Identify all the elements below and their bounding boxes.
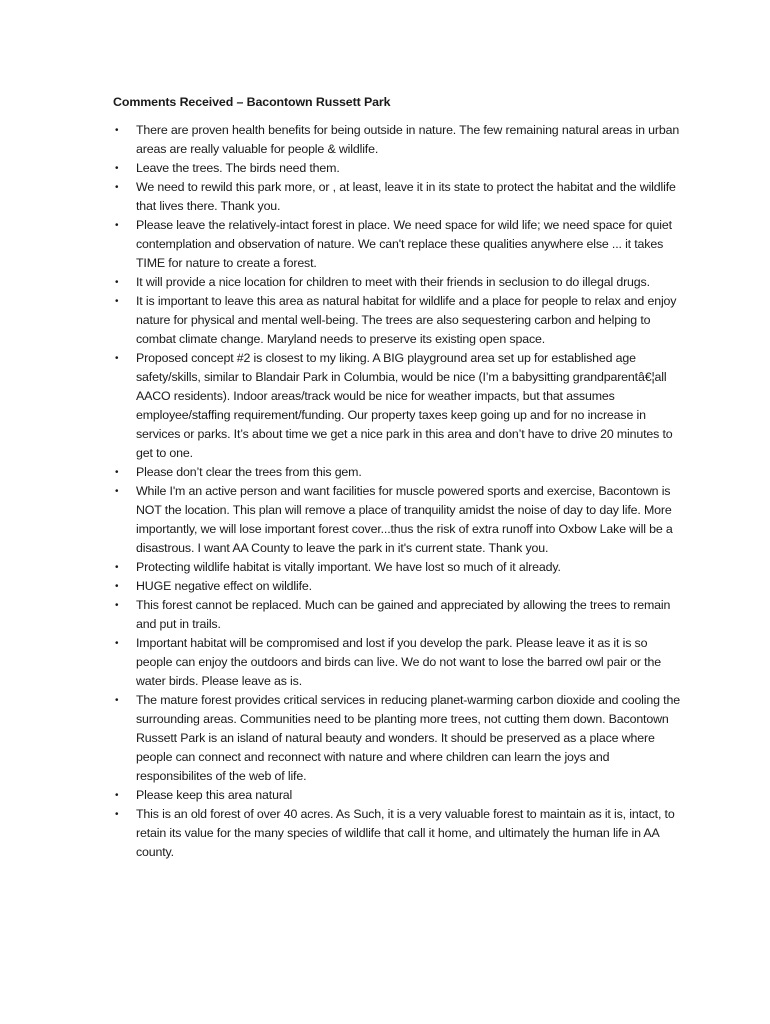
comment-text: It is important to leave this area as natural habitat for wildlife and a place for people to relax and enjoy nature for physical and mental well-being. The trees are also sequestering carbon and helping to combat climate change. Maryland needs to preserve its existing open space. [136, 294, 677, 346]
bullet-icon: • [115, 182, 119, 193]
bullet-icon: • [115, 163, 119, 174]
comment-text: It will provide a nice location for children to meet with their friends in seclusion to do illegal drugs. [136, 275, 650, 289]
comment-item [113, 178, 683, 216]
bullet-icon: • [115, 638, 119, 649]
comment-text: This is an old forest of over 40 acres. As Such, it is a very valuable forest to maintain as it is, intact, to retain its value for the many species of wildlife that call it home, and ultimately the human life in AA county. [136, 807, 675, 859]
comment-item [113, 634, 683, 691]
comment-item [113, 805, 683, 862]
bullet-icon: • [115, 790, 119, 801]
comment-item [113, 349, 683, 463]
document-title: Comments Received – Bacontown Russett Park [113, 95, 391, 109]
comment-text: HUGE negative effect on wildlife. [136, 579, 312, 593]
comment-item [113, 691, 683, 786]
bullet-icon: • [115, 467, 119, 478]
bullet-icon: • [115, 277, 119, 288]
comment-item [113, 577, 683, 596]
comment-item [113, 463, 683, 482]
bullet-icon: • [115, 296, 119, 307]
bullet-icon: • [115, 353, 119, 364]
bullet-icon: • [115, 809, 119, 820]
document-page [113, 93, 683, 862]
comment-text: Important habitat will be compromised and lost if you develop the park. Please leave it as it is so people can enjoy the outdoors and birds can live. We do not want to lose the barred owl pair or the water birds. Please leave as is. [136, 636, 661, 688]
comment-text: We need to rewild this park more, or , at least, leave it in its state to protect the habitat and the wildlife that lives there. Thank you. [136, 180, 676, 213]
comment-item [113, 273, 683, 292]
comment-text: There are proven health benefits for being outside in nature. The few remaining natural areas in urban areas are really valuable for people & wildlife. [136, 123, 680, 156]
comments-list [113, 121, 683, 862]
comment-item [113, 292, 683, 349]
comment-item [113, 159, 683, 178]
comment-item [113, 558, 683, 577]
comment-text: The mature forest provides critical services in reducing planet-warming carbon dioxide and cooling the surrounding areas. Communities need to be planting more trees, not cutting them down. Bacontown Russett Park is an island of natural beauty and wonders. It should be preserved as a place where people can connect and reconnect with nature and where children can learn the joys and responsibilites of the web of life. [136, 693, 680, 783]
comment-item [113, 482, 683, 558]
comment-text: While I'm an active person and want facilities for muscle powered sports and exercise, Bacontown is NOT the location. This plan will remove a place of tranquility amidst the noise of day to day life. More importantly, we will lose important forest cover...thus the risk of extra runoff into Oxbow Lake will be a disastrous. I want AA County to leave the park in it's current state. Thank you. [136, 484, 673, 555]
bullet-icon: • [115, 220, 119, 231]
comment-item [113, 121, 683, 159]
comment-text: Please keep this area natural [136, 788, 293, 802]
comment-item [113, 786, 683, 805]
bullet-icon: • [115, 600, 119, 611]
comment-text: Please don’t clear the trees from this gem. [136, 465, 362, 479]
bullet-icon: • [115, 695, 119, 706]
comment-text: Please leave the relatively-intact forest in place. We need space for wild life; we need space for quiet contemplation and observation of nature. We can't replace these qualities anywhere else ... it takes TIME for nature to create a forest. [136, 218, 672, 270]
comment-text: Leave the trees. The birds need them. [136, 161, 340, 175]
bullet-icon: • [115, 562, 119, 573]
comment-text: Proposed concept #2 is closest to my liking. A BIG playground area set up for established age safety/skills, similar to Blandair Park in Columbia, would be nice (I’m a babysitting grandparentâ€¦all AACO residents). Indoor areas/track would be nice for weather impacts, but that assumes employee/staffing requirement/funding. Our property taxes keep going up and for no increase in services or parks. It’s about time we get a nice park in this area and don’t have to drive 20 minutes to get to one. [136, 351, 673, 460]
comment-text: This forest cannot be replaced. Much can be gained and appreciated by allowing the trees to remain and put in trails. [136, 598, 671, 631]
bullet-icon: • [115, 125, 119, 136]
comment-item [113, 216, 683, 273]
comment-text: Protecting wildlife habitat is vitally important. We have lost so much of it already. [136, 560, 561, 574]
comment-item [113, 596, 683, 634]
bullet-icon: • [115, 486, 119, 497]
bullet-icon: • [115, 581, 119, 592]
